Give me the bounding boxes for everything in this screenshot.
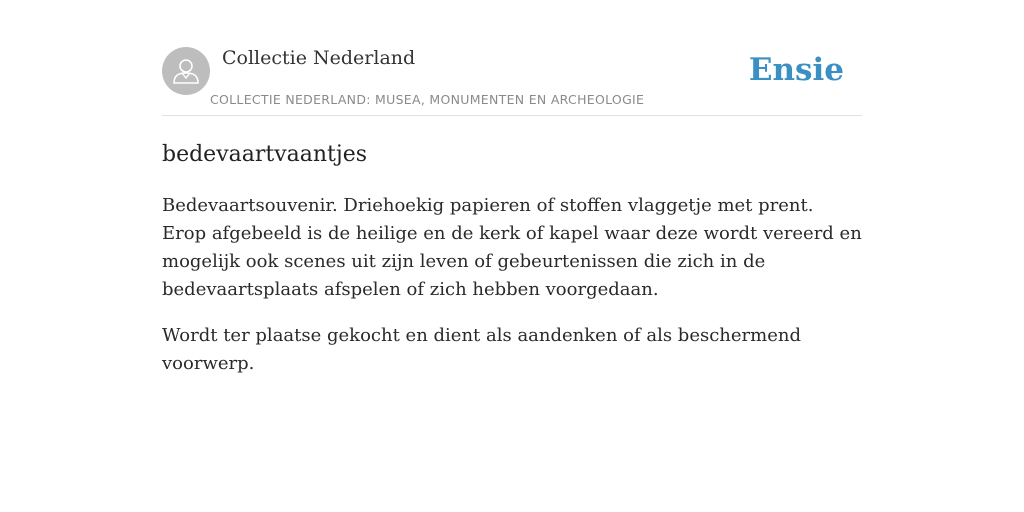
author-name[interactable]: Collectie Nederland xyxy=(222,47,416,69)
article-paragraph: Wordt ter plaatse gekocht en dient als aandenken of als beschermend voorwerp. xyxy=(162,325,801,374)
page-title: bedevaartvaantjes xyxy=(162,142,368,167)
source-label[interactable]: COLLECTIE NEDERLAND: MUSEA, MONUMENTEN EN ARCHEOLOGIE xyxy=(210,92,645,107)
article-paragraph: Bedevaartsouvenir. Driehoekig papieren of stoffen vlaggetje met prent. Erop afgebeeld is de heilige en de kerk of kapel waar deze wordt vereerd en mogelijk ook scenes uit zijn leven of gebeurtenissen die zich in de bedevaartsplaats afspelen of zich hebben voorgedaan. xyxy=(162,195,862,300)
article-body xyxy=(162,192,862,396)
ensie-logo[interactable]: Ensie xyxy=(748,52,844,88)
header xyxy=(162,0,862,116)
avatar[interactable] xyxy=(162,47,210,95)
user-icon xyxy=(171,56,201,86)
